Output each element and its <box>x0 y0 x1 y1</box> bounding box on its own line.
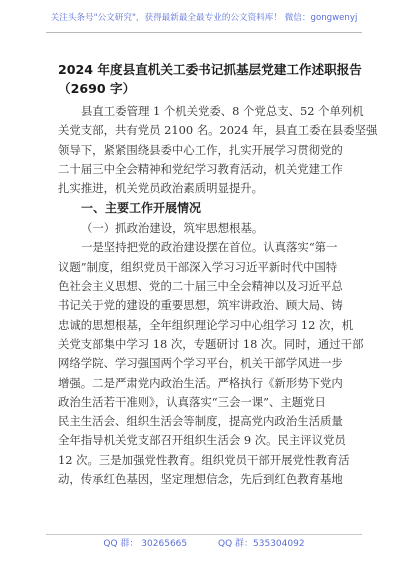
document-body <box>58 60 378 489</box>
body-line: 书记关于党的建设的重要思想，筑牢讲政治、顾大局、铸 <box>58 298 343 313</box>
body-line: 民主生活会、组织生活会等制度，提高党内政治生活质量 <box>58 414 343 429</box>
footer-qq-group-2: QQ 群：535304092 <box>218 539 305 549</box>
footer-qq-group-1: QQ 群： 30265665 <box>103 539 188 549</box>
intro-line: 关党支部，共有党员 2100 名。2024 年，县直工委在县委坚强 <box>58 123 378 138</box>
intro-line: 领导下，紧紧围绕县委中心工作，扎实开展学习贯彻党的 <box>58 142 343 157</box>
body-line: 色社会主义思想、党的二十届三中全会精神以及习近平总 <box>58 279 343 294</box>
body-line: 忠诚的思想根基，全年组织理论学习中心组学习 12 次，机 <box>58 317 354 332</box>
document-word-count: （2690 字） <box>58 81 136 96</box>
body-line: 一是坚持把党的政治建设摆在首位。认真落实“第一 <box>81 240 338 255</box>
body-line: 网络学院、学习强国两个学习平台，机关干部学风进一步 <box>58 356 343 371</box>
body-line: 议题”制度，组织党员干部深入学习习近平新时代中国特 <box>58 259 338 274</box>
header-banner: 关注头条号"公文研究"，获得最新最全最专业的公文资料库！ 微信：gongwenyj <box>50 13 358 23</box>
subsection-heading: （一）抓政治建设，筑牢思想根基。 <box>81 221 264 236</box>
body-line: 关党支部集中学习 18 次，专题研讨 18 次。同时，通过干部 <box>58 336 364 351</box>
body-line: 12 次。三是加强党性教育。组织党员干部开展党性教育活 <box>58 452 350 467</box>
intro-line: 县直工委管理 1 个机关党委、8 个党总支、52 个单列机 <box>81 104 364 118</box>
body-line: 全年指导机关党支部召开组织生活会 9 次。民主评议党员 <box>58 433 346 448</box>
body-paragraph <box>58 238 364 489</box>
body-line: 增强。二是严肃党内政治生活。严格执行《新形势下党内 <box>58 375 343 390</box>
document-title: 2024 年度县直机关工委书记抓基层党建工作述职报告 <box>58 62 362 77</box>
body-line: 动，传承红色基因，坚定理想信念，先后到红色教育基地 <box>58 472 343 487</box>
intro-line: 扎实推进，机关党员政治素质明显提升。 <box>58 181 264 196</box>
body-line: 政治生活若干准则》，认真落实“三会一课”、主题党日 <box>58 394 326 409</box>
intro-paragraph <box>58 102 378 198</box>
intro-line: 二十届三中全会精神和党纪学习教育活动，机关党建工作 <box>58 161 343 176</box>
header-divider <box>46 32 362 33</box>
footer <box>0 538 408 550</box>
footer-divider <box>46 534 362 535</box>
section-heading: 一、主要工作开展情况 <box>81 201 202 216</box>
